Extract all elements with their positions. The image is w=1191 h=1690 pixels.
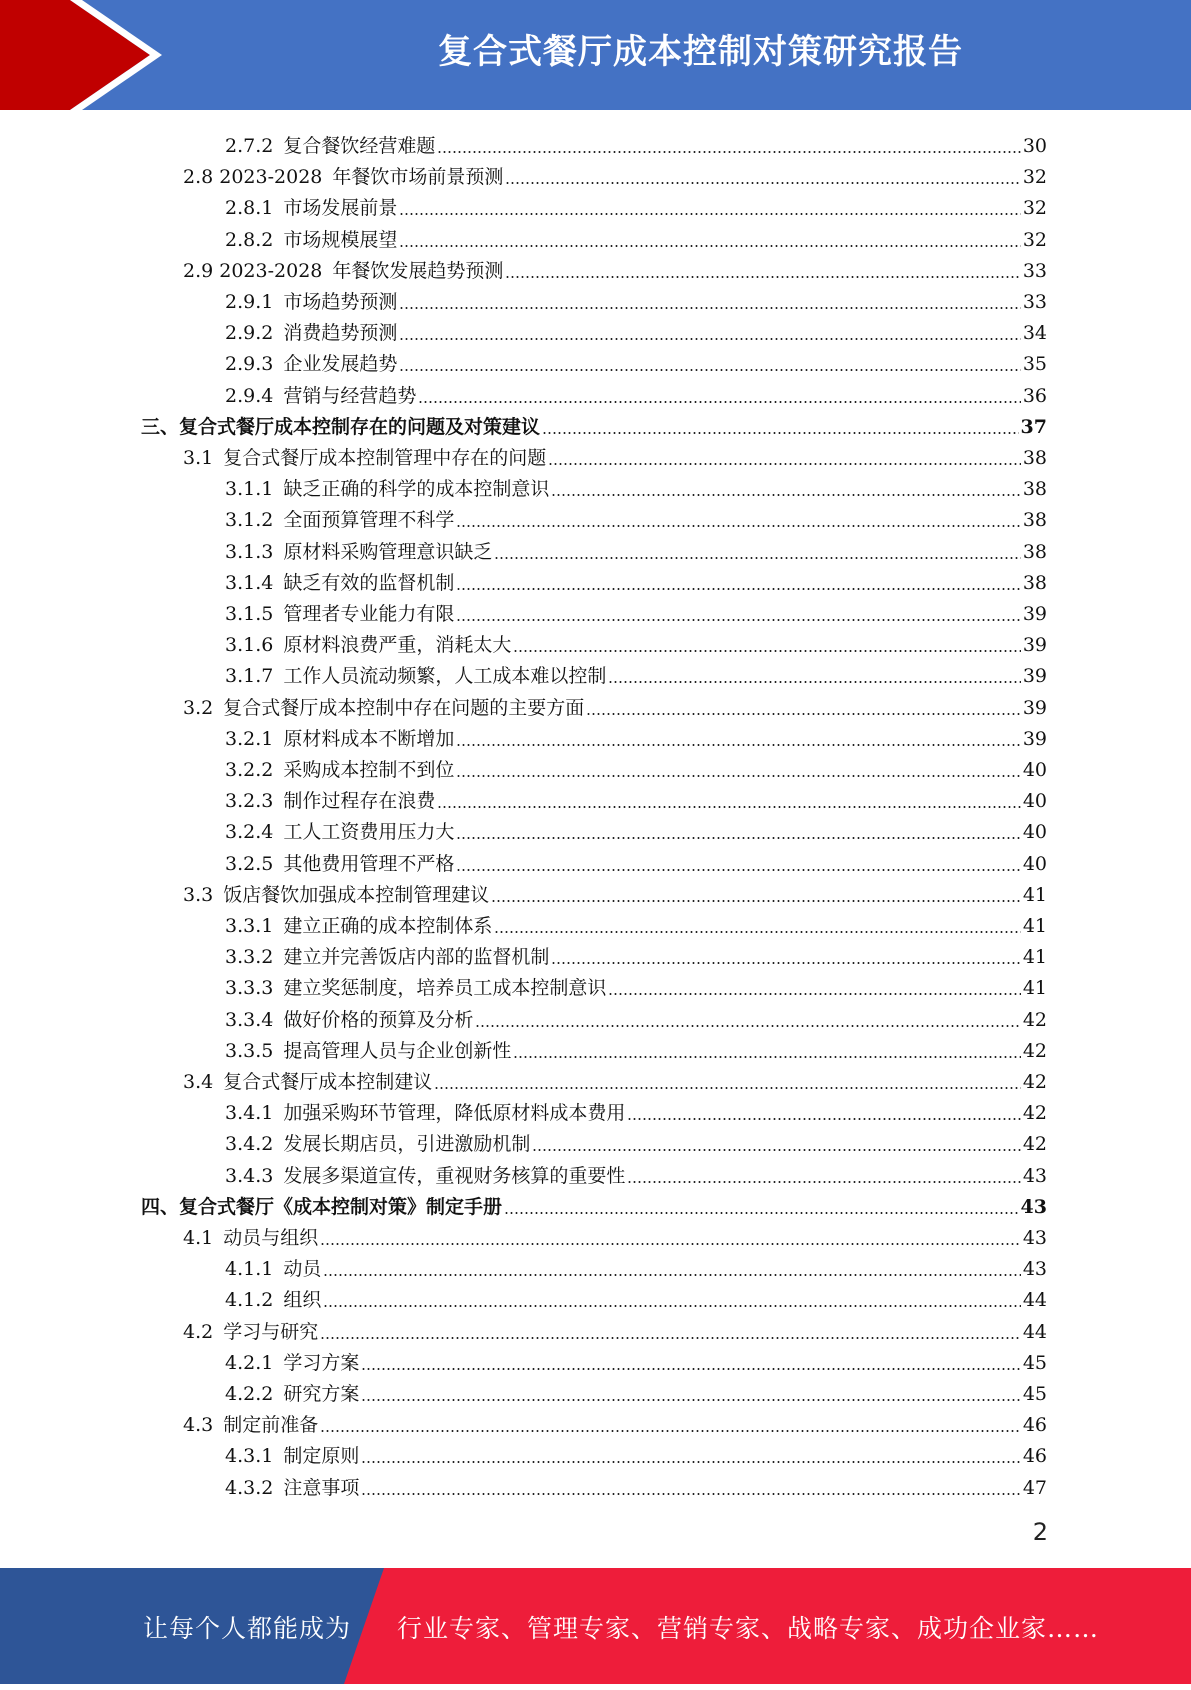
- toc-dot-leader: [361, 1399, 1020, 1401]
- toc-dot-leader: [456, 588, 1020, 590]
- toc-entry-page: 46: [1022, 1445, 1047, 1468]
- toc-entry[interactable]: [225, 657, 1047, 688]
- toc-entry-number: 3.2.4: [225, 821, 274, 844]
- toc-entry-number: 2.8.2: [225, 228, 274, 251]
- toc-entry[interactable]: [225, 189, 1047, 220]
- toc-entry-page: 38: [1022, 478, 1047, 501]
- toc-dot-leader: [551, 494, 1020, 496]
- toc-entry-title: 企业发展趋势: [283, 353, 398, 376]
- toc-entry-number: 3.3.4: [225, 1008, 274, 1031]
- toc-entry-title: 发展长期店员，引进激励机制: [283, 1133, 531, 1156]
- toc-entry-page: 44: [1022, 1320, 1047, 1343]
- toc-entry-number: 4.1.1: [225, 1258, 274, 1281]
- toc-entry-number: 3.4.1: [225, 1102, 274, 1125]
- toc-entry-title: 组织: [283, 1289, 322, 1312]
- toc-entry-title: 复合式餐厅成本控制管理中存在的问题: [223, 447, 547, 469]
- toc-entry-number: 2.7.2: [225, 135, 274, 157]
- toc-entry[interactable]: [225, 501, 1047, 532]
- toc-dot-leader: [494, 931, 1020, 933]
- toc-entry-page: 35: [1022, 353, 1047, 376]
- toc-entry-number: 2.8 2023-2028: [183, 166, 323, 189]
- toc-entry-page: 37: [1020, 415, 1047, 438]
- toc-dot-leader: [456, 525, 1020, 527]
- toc-entry-page: 41: [1022, 977, 1047, 1000]
- toc-dot-leader: [320, 1243, 1021, 1245]
- toc-entry[interactable]: [183, 1406, 1047, 1437]
- toc-dot-leader: [361, 1461, 1020, 1463]
- page-number: 2: [1032, 1518, 1048, 1546]
- toc-entry-page: 42: [1022, 1008, 1047, 1031]
- toc-entry-title: 做好价格的预算及分析: [283, 1008, 474, 1031]
- toc-entry-page: 43: [1020, 1195, 1047, 1218]
- toc-entry-title: 制定前准备: [223, 1414, 319, 1437]
- toc-dot-leader: [475, 1025, 1020, 1027]
- toc-entry-page: 42: [1022, 1039, 1047, 1062]
- toc-entry-page: 38: [1022, 540, 1047, 563]
- toc-entry-page: 39: [1022, 665, 1047, 688]
- toc-dot-leader: [513, 650, 1020, 652]
- toc-entry-page: 42: [1022, 1102, 1047, 1125]
- toc-dot-leader: [399, 213, 1020, 215]
- toc-entry-page: 43: [1022, 1258, 1047, 1281]
- toc-entry-title: 原材料浪费严重，消耗太大: [283, 634, 512, 657]
- toc-dot-leader: [627, 1181, 1020, 1183]
- toc-dot-leader: [494, 557, 1020, 559]
- toc-entry[interactable]: [225, 564, 1047, 595]
- toc-dot-leader: [399, 338, 1020, 340]
- toc-entry-title: 建立正确的成本控制体系: [283, 915, 493, 937]
- toc-dot-leader: [418, 401, 1020, 403]
- toc-entry-number: 3.4.2: [225, 1133, 274, 1156]
- toc-entry-number: 3.2: [183, 696, 214, 719]
- toc-entry-number: 3.1.6: [225, 634, 274, 657]
- toc-entry-number: 3.2.1: [225, 727, 274, 750]
- toc-entry-title: 发展多渠道宣传，重视财务核算的重要性: [283, 1164, 626, 1187]
- toc-entry-page: 47: [1022, 1476, 1047, 1499]
- toc-entry-title: 市场规模展望: [283, 228, 398, 251]
- toc-entry[interactable]: [183, 689, 1047, 720]
- toc-dot-leader: [586, 713, 1021, 715]
- toc-entry-title: 复合餐饮经营难题: [283, 135, 436, 157]
- toc-dot-leader: [399, 369, 1020, 371]
- toc-entry-title: 年餐饮市场前景预测: [332, 166, 504, 189]
- toc-dot-leader: [437, 151, 1020, 153]
- toc-entry-title: 市场发展前景: [283, 197, 398, 220]
- toc-entry[interactable]: [225, 314, 1047, 345]
- toc-entry-title: 提高管理人员与企业创新性: [283, 1039, 512, 1062]
- toc-entry-number: 3.2.2: [225, 759, 274, 781]
- toc-dot-leader: [361, 1493, 1020, 1495]
- toc-entry[interactable]: [225, 1250, 1047, 1281]
- toc-entry-title: 工人工资费用压力大: [283, 821, 455, 844]
- toc-entry-title: 动员: [283, 1258, 322, 1281]
- toc-entry[interactable]: [183, 1313, 1047, 1344]
- toc-dot-leader: [532, 1149, 1020, 1151]
- toc-entry-page: 40: [1022, 821, 1047, 844]
- toc-entry-number: 3.1.1: [225, 478, 274, 501]
- toc-entry[interactable]: [225, 1032, 1047, 1063]
- toc-entry-number: 2.9 2023-2028: [183, 259, 323, 282]
- toc-entry-title: 动员与组织: [223, 1227, 319, 1249]
- toc-dot-leader: [434, 1087, 1021, 1089]
- toc-entry-page: 40: [1022, 852, 1047, 875]
- toc-entry[interactable]: [225, 377, 1047, 408]
- toc-entry-number: 3.3: [183, 883, 214, 906]
- toc-entry-title: 营销与经营趋势: [283, 384, 417, 407]
- toc-dot-leader: [399, 307, 1020, 309]
- toc-entry-title: 工作人员流动频繁，人工成本难以控制: [283, 665, 607, 688]
- toc-entry[interactable]: [225, 127, 1047, 158]
- toc-entry[interactable]: [225, 345, 1047, 376]
- toc-entry[interactable]: [225, 1281, 1047, 1312]
- toc-entry-page: 40: [1022, 790, 1047, 813]
- toc-entry-title: 市场趋势预测: [283, 291, 398, 313]
- toc-entry-number: 2.9.2: [225, 322, 274, 345]
- toc-entry[interactable]: [225, 813, 1047, 844]
- footer-slogan-right: 行业专家、管理专家、营销专家、战略专家、成功企业家……: [397, 1614, 1100, 1643]
- toc-entry[interactable]: [141, 408, 1047, 439]
- toc-entry-page: 42: [1022, 1133, 1047, 1156]
- toc-entry-number: 4.2.1: [225, 1351, 274, 1374]
- toc-entry-number: 3.1.5: [225, 603, 274, 625]
- toc-entry-title: 年餐饮发展趋势预测: [332, 259, 504, 282]
- toc-entry-page: 46: [1022, 1414, 1047, 1437]
- toc-dot-leader: [456, 837, 1020, 839]
- toc-entry[interactable]: [225, 1094, 1047, 1125]
- toc-entry-title: 管理者专业能力有限: [283, 603, 455, 625]
- toc-entry-number: 4.2.2: [225, 1383, 274, 1405]
- toc-entry-title: 缺乏有效的监督机制: [283, 571, 455, 594]
- toc-entry-number: 4.1.2: [225, 1289, 274, 1312]
- toc-entry-title: 复合式餐厅成本控制中存在问题的主要方面: [223, 696, 585, 719]
- toc-entry[interactable]: [183, 439, 1047, 470]
- toc-entry[interactable]: [183, 1063, 1047, 1094]
- toc-entry[interactable]: [225, 1437, 1047, 1468]
- toc-entry-title: 建立奖惩制度，培养员工成本控制意识: [283, 977, 607, 1000]
- toc-entry-number: 2.8.1: [225, 197, 274, 220]
- toc-entry-number: 3.1: [183, 447, 214, 469]
- toc-entry-title: 其他费用管理不严格: [283, 852, 455, 875]
- toc-entry-number: 3.3.2: [225, 946, 274, 969]
- toc-dot-leader: [320, 1430, 1021, 1432]
- toc-entry-number: 2.9.4: [225, 384, 274, 407]
- toc-dot-leader: [456, 619, 1020, 621]
- toc-entry-page: 39: [1022, 727, 1047, 750]
- toc-dot-leader: [323, 1274, 1020, 1276]
- toc-dot-leader: [505, 276, 1020, 278]
- toc-entry-page: 40: [1022, 759, 1047, 781]
- toc-entry-page: 42: [1022, 1071, 1047, 1093]
- toc-entry[interactable]: [225, 720, 1047, 751]
- toc-entry-number: 3.1.3: [225, 540, 274, 563]
- toc-entry-number: 3.1.2: [225, 509, 274, 532]
- page-header-band: [0, 0, 1191, 110]
- toc-entry-title: 四、复合式餐厅《成本控制对策》制定手册: [141, 1195, 503, 1218]
- toc-entry-title: 消费趋势预测: [283, 322, 398, 345]
- toc-entry-page: 32: [1022, 166, 1047, 189]
- toc-dot-leader: [399, 245, 1020, 247]
- toc-entry-number: 3.2.3: [225, 790, 274, 813]
- toc-entry-page: 38: [1022, 509, 1047, 532]
- toc-entry-number: 4.3.1: [225, 1445, 274, 1468]
- toc-entry-number: 3.3.5: [225, 1039, 274, 1062]
- toc-dot-leader: [323, 1305, 1020, 1307]
- toc-entry-number: 4.3: [183, 1414, 214, 1437]
- toc-entry-title: 研究方案: [283, 1383, 360, 1405]
- toc-entry-page: 41: [1022, 883, 1047, 906]
- toc-entry-title: 注意事项: [283, 1476, 360, 1499]
- toc-entry-number: 3.1.4: [225, 571, 274, 594]
- footer-slogan-left: 让每个人都能成为: [143, 1614, 352, 1643]
- toc-entry-page: 45: [1022, 1351, 1047, 1374]
- toc-entry-page: 44: [1022, 1289, 1047, 1312]
- toc-entry-page: 41: [1022, 946, 1047, 969]
- toc-entry[interactable]: [183, 1219, 1047, 1250]
- toc-entry-number: 3.3.1: [225, 915, 274, 937]
- toc-entry[interactable]: [183, 158, 1047, 189]
- toc-entry-title: 原材料成本不断增加: [283, 727, 455, 750]
- toc-dot-leader: [504, 1212, 1019, 1214]
- toc-entry[interactable]: [225, 1001, 1047, 1032]
- toc-entry[interactable]: [225, 283, 1047, 314]
- document-title: 复合式餐厅成本控制对策研究报告: [438, 32, 963, 72]
- toc-dot-leader: [548, 463, 1021, 465]
- toc-entry-number: 4.3.2: [225, 1476, 274, 1499]
- toc-entry-page: 36: [1022, 384, 1047, 407]
- toc-entry-page: 43: [1022, 1227, 1047, 1249]
- toc-dot-leader: [551, 962, 1020, 964]
- toc-dot-leader: [505, 182, 1020, 184]
- toc-entry-number: 3.3.3: [225, 977, 274, 1000]
- toc-entry-page: 41: [1022, 915, 1047, 937]
- toc-entry-number: 3.1.7: [225, 665, 274, 688]
- toc-entry[interactable]: [225, 1375, 1047, 1406]
- toc-entry-title: 复合式餐厅成本控制建议: [223, 1071, 433, 1093]
- toc-entry-page: 39: [1022, 603, 1047, 625]
- toc-entry[interactable]: [225, 1157, 1047, 1188]
- toc-dot-leader: [437, 806, 1020, 808]
- toc-entry[interactable]: [183, 876, 1047, 907]
- toc-entry[interactable]: [141, 1188, 1047, 1219]
- toc-entry-number: 3.4: [183, 1071, 214, 1093]
- toc-entry[interactable]: [225, 470, 1047, 501]
- toc-dot-leader: [320, 1337, 1021, 1339]
- toc-dot-leader: [608, 993, 1020, 995]
- toc-entry[interactable]: [225, 1344, 1047, 1375]
- toc-entry-title: 学习方案: [283, 1351, 360, 1374]
- toc-entry[interactable]: [225, 751, 1047, 782]
- toc-entry-title: 制作过程存在浪费: [283, 790, 436, 813]
- toc-entry[interactable]: [225, 938, 1047, 969]
- toc-entry-number: 3.4.3: [225, 1164, 274, 1187]
- toc-entry-page: 39: [1022, 696, 1047, 719]
- toc-entry[interactable]: [225, 1469, 1047, 1500]
- toc-dot-leader: [491, 900, 1021, 902]
- toc-entry-title: 饭店餐饮加强成本控制管理建议: [223, 883, 490, 906]
- toc-entry[interactable]: [225, 221, 1047, 252]
- toc-entry[interactable]: [225, 595, 1047, 626]
- toc-entry-page: 38: [1022, 571, 1047, 594]
- toc-dot-leader: [456, 744, 1020, 746]
- toc-entry-number: 2.9.3: [225, 353, 274, 376]
- toc-entry-number: 3.2.5: [225, 852, 274, 875]
- toc-entry-title: 加强采购环节管理，降低原材料成本费用: [283, 1102, 626, 1125]
- toc-entry[interactable]: [225, 969, 1047, 1000]
- toc-dot-leader: [456, 869, 1020, 871]
- toc-entry-page: 33: [1022, 291, 1047, 313]
- toc-entry-page: 38: [1022, 447, 1047, 469]
- toc-entry-title: 原材料采购管理意识缺乏: [283, 540, 493, 563]
- toc-entry[interactable]: [183, 252, 1047, 283]
- toc-entry-page: 43: [1022, 1164, 1047, 1187]
- toc-dot-leader: [542, 432, 1019, 434]
- toc-dot-leader: [513, 1056, 1020, 1058]
- toc-entry-page: 34: [1022, 322, 1047, 345]
- toc-entry-title: 采购成本控制不到位: [283, 759, 455, 781]
- page-footer-band: [0, 1568, 1191, 1684]
- toc-entry[interactable]: [225, 845, 1047, 876]
- toc-entry-number: 4.2: [183, 1320, 214, 1343]
- toc-dot-leader: [627, 1118, 1020, 1120]
- toc-entry-page: 30: [1022, 135, 1047, 157]
- toc-entry-title: 全面预算管理不科学: [283, 509, 455, 532]
- toc-entry-page: 33: [1022, 259, 1047, 282]
- toc-entry[interactable]: [225, 533, 1047, 564]
- toc-entry[interactable]: [225, 907, 1047, 938]
- toc-dot-leader: [456, 775, 1020, 777]
- toc-entry-title: 三、复合式餐厅成本控制存在的问题及对策建议: [141, 415, 541, 438]
- toc-entry-title: 建立并完善饭店内部的监督机制: [283, 946, 550, 969]
- toc-entry-page: 39: [1022, 634, 1047, 657]
- toc-entry-page: 32: [1022, 228, 1047, 251]
- toc-entry-title: 学习与研究: [223, 1320, 319, 1343]
- toc-entry-title: 缺乏正确的科学的成本控制意识: [283, 478, 550, 501]
- toc-dot-leader: [361, 1368, 1020, 1370]
- toc-entry-number: 2.9.1: [225, 291, 274, 313]
- toc-dot-leader: [608, 681, 1020, 683]
- toc-entry[interactable]: [225, 782, 1047, 813]
- toc-entry[interactable]: [225, 626, 1047, 657]
- toc-entry-page: 45: [1022, 1383, 1047, 1405]
- toc-entry-number: 4.1: [183, 1227, 214, 1249]
- toc-entry-page: 32: [1022, 197, 1047, 220]
- toc-entry[interactable]: [225, 1125, 1047, 1156]
- toc-entry-title: 制定原则: [283, 1445, 360, 1468]
